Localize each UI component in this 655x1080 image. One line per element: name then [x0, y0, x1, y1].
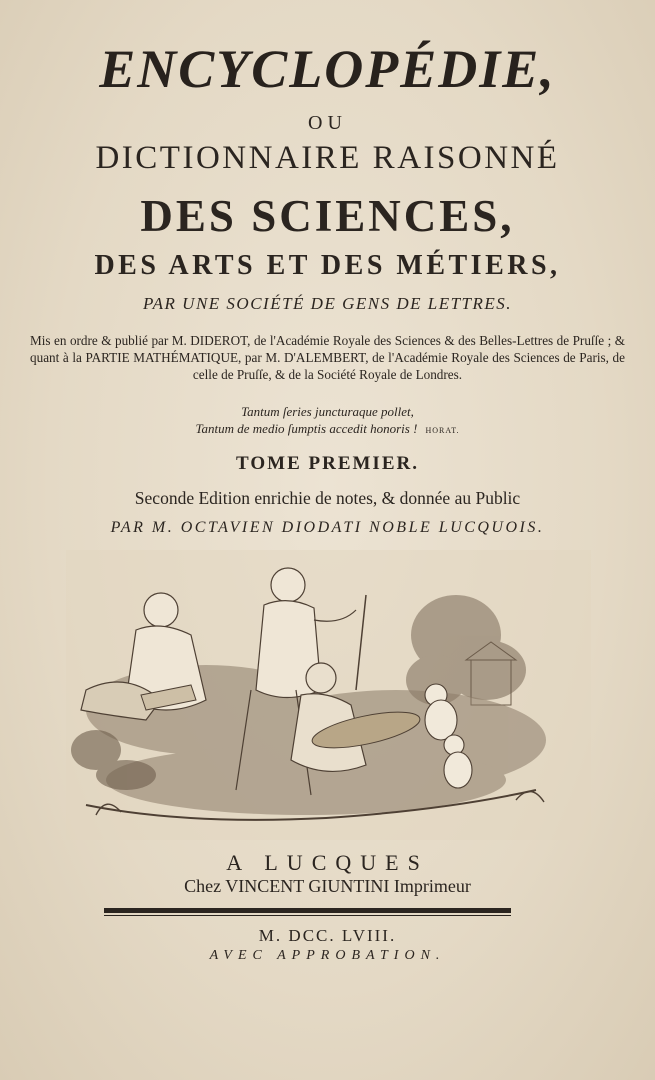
subtitle-dictionary: DICTIONNAIRE RAISONNÉ [95, 140, 560, 176]
publication-year: M. DCC. LVIII. [258, 926, 397, 945]
editors-paragraph: Mis en ordre & publié par M. DIDEROT, de l'Académie Royale des Sciences & des Belles-Lettres de Pruſſe ; & quant à la PARTIE MATHÉMATIQUE, par M. D'ALEMBERT, de l'Académie Royale des Sciences de Paris, de celle de Pruſſe, & de la Société Royale de Londres. [30, 333, 625, 382]
divider-rule-thin [104, 915, 511, 916]
approbation: AVEC APPROBATION. [209, 948, 446, 963]
main-title: ENCYCLOPÉDIE, [99, 39, 556, 99]
motto-line-2 [0, 420, 655, 439]
horace-motto [0, 403, 655, 439]
subtitle-arts: DES ARTS ET DES MÉTIERS, [94, 250, 561, 281]
edition-note: Seconde Edition enrichie de notes, & donnée au Public [134, 488, 521, 508]
subtitle-ou: OU [308, 112, 347, 134]
city: A LUCQUES [226, 850, 429, 875]
printer: Chez VINCENT GIUNTINI Imprimeur [184, 876, 471, 896]
motto-line-1: Tantum ſeries juncturaque pollet, [241, 404, 414, 419]
authors-society: PAR UNE SOCIÉTÉ DE GENS DE LETTRES. [142, 294, 513, 313]
motto-line-2-text: Tantum de medio ſumptis accedit honoris ! [195, 421, 418, 436]
divider-rule [104, 908, 511, 913]
editor-credit: PAR M. OCTAVIEN DIODATI NOBLE LUCQUOIS. [110, 519, 545, 536]
allegorical-engraving-icon [66, 550, 591, 840]
volume-label: TOME PREMIER. [236, 453, 419, 474]
motto-source: HORAT. [425, 426, 460, 435]
subtitle-sciences: DES SCIENCES, [140, 191, 515, 241]
